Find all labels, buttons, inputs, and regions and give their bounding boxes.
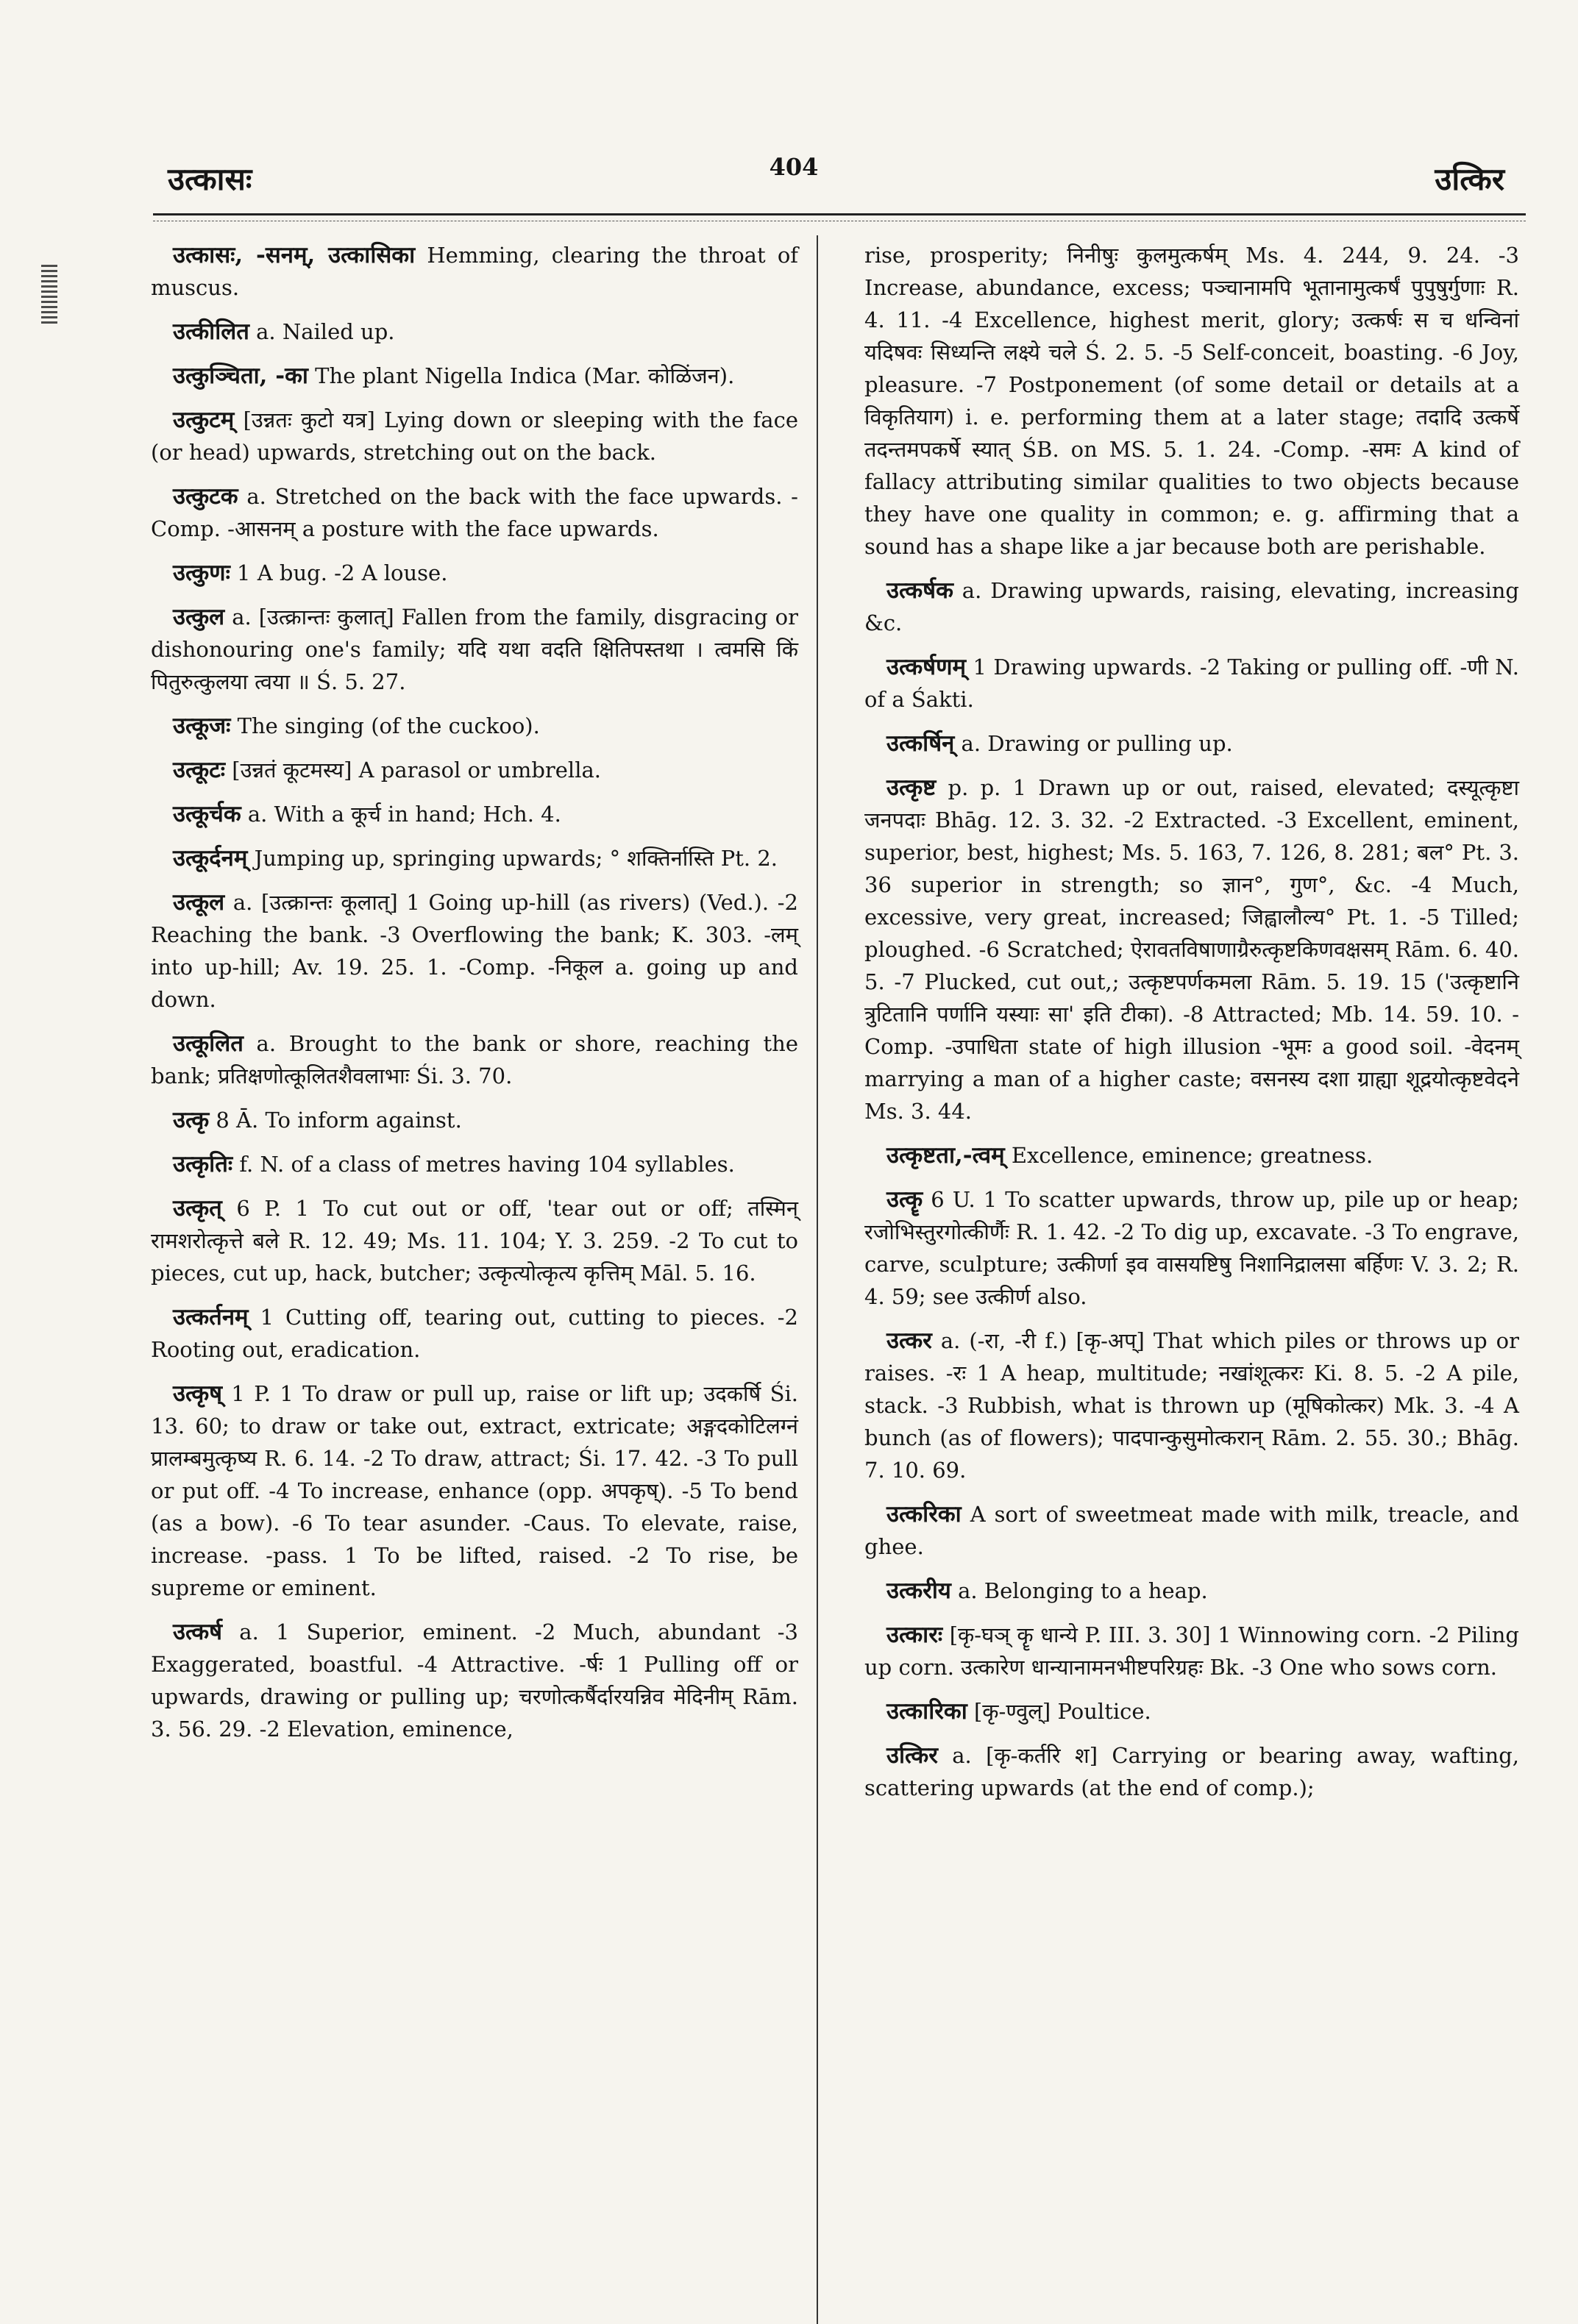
dictionary-entry — [151, 1616, 798, 1745]
dictionary-entry — [151, 1104, 798, 1136]
dictionary-entry — [864, 1575, 1519, 1607]
entry-headword: उत्कूलित — [173, 1030, 244, 1057]
dictionary-entry — [151, 316, 798, 348]
entry-definition: a. 1 Superior, eminent. -2 Much, abundant -3 Exaggerated, boastful. -4 Attractive. -र्षः 1 Pulling off or upwards, drawing or pulling up; चरणोत्कर्षैर्दारयन्निव मेदिनीम् Rām. 3. 56. 29. -2 Elevation, eminence, — [151, 1619, 798, 1742]
entry-definition: Jumping up, springing upwards; ° शक्तिर्नास्ति Pt. 2. — [247, 846, 778, 871]
entry-definition: a. (-रा, -री f.) [कृ-अप्] That which piles or throws up or raises. -रः 1 A heap, multitude; नखांशूत्करः Ki. 8. 5. -2 A pile, stack. -3 Rubbish, what is thrown up (मूषिकोत्कर) Mk. 3. -4 A bunch (as of flowers); पादपान्कुसुमोत्करान् Rām. 2. 55. 30.; Bhāg. 7. 10. 69. — [864, 1328, 1519, 1483]
entry-headword: उत्कर्षक — [886, 577, 953, 604]
entry-definition: a. Belonging to a heap. — [950, 1578, 1208, 1603]
entry-definition: a. Nailed up. — [249, 319, 395, 344]
dictionary-entry — [864, 1619, 1519, 1683]
entry-headword: उत्कृ — [173, 1107, 210, 1133]
left-column — [151, 239, 798, 1757]
entry-definition: a. [उत्क्रान्तः कूलात्] 1 Going up-hill (as rivers) (Ved.). -2 Reaching the bank. -3 Overflowing the bank; K. 303. -लम् into up-hill; Av. 19. 25. 1. -Comp. -निकूल a. going up and down. — [151, 890, 798, 1012]
entry-headword: उत्कासः, -सनम्, उत्कासिका — [173, 242, 416, 268]
entry-headword: उत्कृष्टता,-त्वम् — [886, 1142, 1005, 1169]
entry-headword: उत्कुणः — [173, 560, 230, 586]
entry-definition: a. With a कूर्च in hand; Hch. 4. — [241, 802, 561, 827]
entry-headword: उत्करीय — [886, 1578, 951, 1604]
entry-headword: उत्कॄ — [886, 1186, 923, 1213]
dictionary-entry — [151, 842, 798, 874]
running-headword-right: उत्किर — [1435, 161, 1504, 197]
dictionary-entry — [864, 1325, 1519, 1486]
running-headword-left: उत्कासः — [168, 161, 252, 197]
entry-headword: उत्कारिका — [886, 1698, 967, 1725]
entry-headword: उत्कूजः — [173, 713, 231, 739]
dictionary-entry — [864, 1695, 1519, 1728]
entry-headword: उत्कर — [886, 1327, 932, 1354]
entry-definition: a. Stretched on the back with the face upwards. -Comp. -आसनम् a posture with the face upwards. — [151, 484, 798, 541]
entry-headword: उत्कीलित — [173, 318, 249, 345]
dictionary-entry — [151, 557, 798, 589]
dictionary-entry — [864, 651, 1519, 716]
dictionary-entry — [864, 1183, 1519, 1313]
dictionary-entry — [151, 886, 798, 1016]
dictionary-entry — [151, 1027, 798, 1092]
entry-definition: a. Drawing or pulling up. — [954, 731, 1233, 756]
dictionary-entry — [864, 1739, 1519, 1804]
entry-definition: 1 Cutting off, tearing out, cutting to pieces. -2 Rooting out, eradication. — [151, 1305, 798, 1362]
column-divider — [817, 235, 818, 2324]
dictionary-entry — [151, 798, 798, 830]
entry-headword: उत्कुल — [173, 604, 225, 630]
dictionary-entry — [151, 1192, 798, 1289]
entry-definition: rise, prosperity; निनीषुः कुलमुत्कर्षम् Ms. 4. 244, 9. 24. -3 Increase, abundance, excess; पञ्चानामपि भूतानामुत्कर्षं पुपुषुर्गुणाः R. 4. 11. -4 Excellence, highest merit, glory; उत्कर्षः स च धन्विनां यदिषवः सिध्यन्ति लक्ष्ये चले Ś. 2. 5. -5 Self-conceit, boasting. -6 Joy, pleasure. -7 Postponement (of some detail or details at a विकृतियाग) i. e. performing them at a later stage; तदादि उत्कर्षे तदन्तमपकर्षे स्यात् ŚB. on MS. 5. 1. 24. -Comp. -समः A kind of fallacy attributing similar qualities to two objects because they have one quality in common; e. g. affirming that a sound has a shape like a jar because both are perishable. — [864, 243, 1519, 559]
dictionary-entry — [864, 1498, 1519, 1563]
entry-definition: 6 U. 1 To scatter upwards, throw up, pile up or heap; रजोभिस्तुरगोत्कीर्णैः R. 1. 42. -2 To dig up, excavate. -3 To engrave, carve, sculpture; उत्कीर्णा इव वासयष्टिषु निशानिद्रालसा बर्हिणः V. 3. 2; R. 4. 59; see उत्कीर्ण also. — [864, 1187, 1519, 1309]
entry-definition: 8 Ā. To inform against. — [209, 1108, 462, 1133]
entry-headword: उत्कुञ्चिता, -का — [173, 363, 308, 389]
entry-definition: a. [कृ-कर्तरि श] Carrying or bearing away, wafting, scattering upwards (at the end of comp.); — [864, 1743, 1519, 1800]
entry-headword: उत्कूर्चक — [173, 801, 241, 827]
header-rule — [153, 213, 1526, 215]
dictionary-entry — [864, 574, 1519, 639]
entry-headword: उत्कुटक — [173, 483, 238, 510]
entry-headword: उत्कृत् — [173, 1195, 222, 1222]
entry-definition: 1 Drawing upwards. -2 Taking or pulling off. -णी N. of a Śakti. — [864, 655, 1519, 712]
entry-definition: a. [उत्क्रान्तः कुलात्] Fallen from the family, disgracing or dishonouring one's family; यदि यथा वदति क्षितिपस्तथा । त्वमसि किं पितुरुत्कुलया त्वया ॥ Ś. 5. 27. — [151, 605, 798, 694]
margin-mark — [41, 265, 57, 324]
entry-definition: 1 A bug. -2 A louse. — [230, 560, 448, 585]
entry-definition: p. p. 1 Drawn up or out, raised, elevated; दस्यूत्कृष्टा जनपदाः Bhāg. 12. 3. 32. -2 Extracted. -3 Excellent, eminent, superior, best, highest; Ms. 5. 163, 7. 126, 8. 281; बल° Pt. 3. 36 superior in strength; so ज्ञान°, गुण°, &c. -4 Much, excessive, very great, increased; जिह्वालौल्य° Pt. 1. -5 Tilled; ploughed. -6 Scratched; ऐरावतविषाणाग्रैरुत्कृष्टकिणवक्षसम् Rām. 6. 40. 5. -7 Plucked, cut out,; उत्कृष्टपर्णकमला Rām. 5. 19. 15 ('उत्कृष्टानि त्रुटितानि पर्णानि यस्याः सा' इति टीका). -8 Attracted; Mb. 14. 59. 10. -Comp. -उपाधिता state of high illusion -भूमः a good soil. -वेदनम् marrying a man of a higher caste; वसनस्य दशा ग्राह्या शूद्रयोत्कृष्टवेदने Ms. 3. 44. — [864, 775, 1519, 1124]
entry-definition: [कृ-घञ् कॄ धान्ये P. III. 3. 30] 1 Winnowing corn. -2 Piling up corn. उत्कारेण धान्यानामनभीष्टपरिग्रहः Bk. -3 One who sows corn. — [864, 1622, 1519, 1680]
entry-headword: उत्कूल — [173, 889, 225, 916]
entry-definition: The plant Nigella Indica (Mar. कोळिंजन). — [308, 363, 735, 388]
right-column — [864, 239, 1519, 1816]
entry-headword: उत्कृतिः — [173, 1151, 233, 1177]
entry-headword: उत्कर्ष — [173, 1619, 223, 1645]
entry-headword: उत्करिका — [886, 1501, 962, 1528]
entry-definition: Excellence, eminence; greatness. — [1004, 1143, 1373, 1168]
entry-headword: उत्कारः — [886, 1622, 943, 1648]
dictionary-entry — [151, 601, 798, 698]
dictionary-entry — [151, 1148, 798, 1180]
entry-headword: उत्कृष्ट — [886, 774, 937, 801]
entry-headword: उत्कूटः — [173, 757, 226, 783]
entry-definition: 1 P. 1 To draw or pull up, raise or lift up; उदकर्षि Śi. 13. 60; to draw or take out, extract, extricate; अङ्गदकोटिलग्नं प्रालम्बमुत्कृष्य R. 6. 14. -2 To draw, attract; Śi. 17. 42. -3 To pull or put off. -4 To increase, enhance (opp. अपकृष्). -5 To bend (as a bow). -6 To tear asunder. -Caus. To elevate, raise, increase. -pass. 1 To be lifted, raised. -2 To rise, be supreme or eminent. — [151, 1381, 798, 1600]
page-number: 404 — [769, 153, 819, 181]
entry-headword: उत्कुटम् — [173, 407, 235, 433]
entry-definition: The singing (of the cuckoo). — [230, 713, 540, 738]
dictionary-entry — [151, 360, 798, 392]
entry-headword: उत्कर्तनम् — [173, 1304, 249, 1330]
dictionary-entry — [864, 771, 1519, 1127]
entry-definition: A sort of sweetmeat made with milk, treacle, and ghee. — [864, 1502, 1519, 1559]
dictionary-entry — [151, 404, 798, 468]
entry-definition: Hemming, clearing the throat of muscus. — [151, 243, 799, 300]
entry-definition: a. Brought to the bank or shore, reaching the bank; प्रतिक्षणोत्कूलितशैवलाभाः Śi. 3. 70. — [151, 1031, 798, 1088]
entry-definition: 6 P. 1 To cut out or off, 'tear out or off; तस्मिन् रामशरोत्कृत्ते बले R. 12. 49; Ms. 11. 104; Y. 3. 259. -2 To cut to pieces, cut up, hack, butcher; उत्कृत्योत्कृत्य कृत्तिम् Māl. 5. 16. — [151, 1196, 798, 1286]
dictionary-entry — [151, 1301, 798, 1366]
dictionary-entry — [864, 239, 1519, 563]
dictionary-entry — [864, 1139, 1519, 1172]
entry-headword: उत्कर्षणम् — [886, 654, 967, 680]
entry-definition: f. N. of a class of metres having 104 syllables. — [232, 1152, 735, 1177]
entry-headword: उत्किर — [886, 1742, 938, 1769]
page-header — [0, 0, 1578, 221]
dictionary-entry — [151, 239, 798, 304]
entry-definition: [कृ-ण्वुल्] Poultice. — [967, 1699, 1151, 1724]
dictionary-entry — [151, 710, 798, 742]
entry-definition: [उन्नतः कुटो यत्र] Lying down or sleeping with the face (or head) upwards, stretching out on the back. — [151, 407, 798, 465]
dictionary-entry — [864, 727, 1519, 760]
entry-definition: [उन्नतं कूटमस्य] A parasol or umbrella. — [225, 758, 601, 783]
entry-headword: उत्कृष् — [173, 1380, 223, 1407]
entry-headword: उत्कूर्दनम् — [173, 845, 248, 872]
dictionary-entry — [151, 480, 798, 545]
entry-headword: उत्कर्षिन् — [886, 730, 955, 757]
dictionary-entry — [151, 1377, 798, 1604]
dictionary-entry — [151, 754, 798, 786]
entry-definition: a. Drawing upwards, raising, elevating, increasing &c. — [864, 578, 1519, 635]
